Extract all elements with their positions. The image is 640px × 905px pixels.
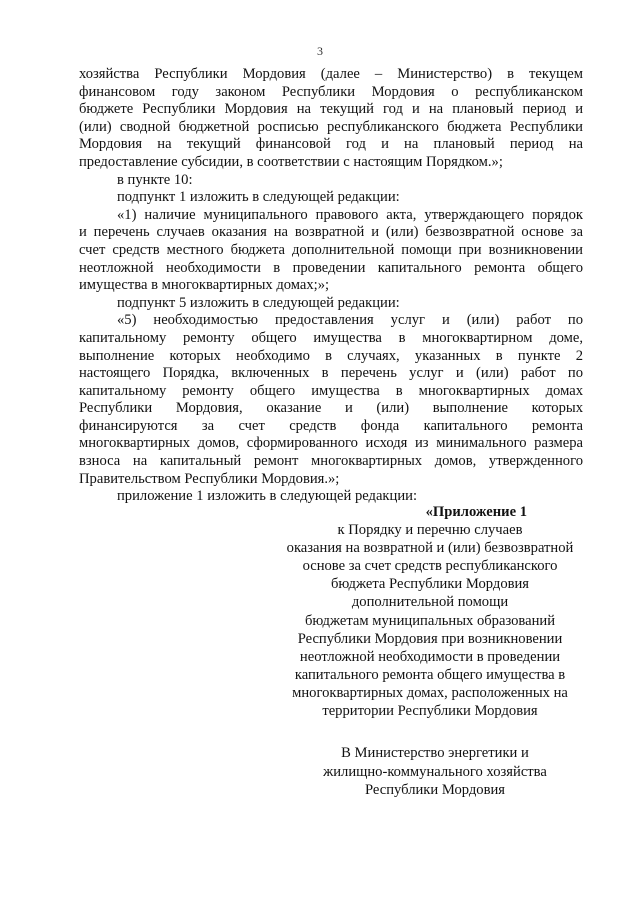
body-line: неотложной необходимости в проведении капитального ремонта общего (79, 259, 583, 276)
body-line: Мордовия на текущий финансовой год и на плановый период на (79, 136, 583, 153)
body-line: Правительством Республики Мордовия.»; (79, 470, 340, 487)
body-line: счет средств местного бюджета дополнительной помощи при возникновении (79, 241, 583, 258)
body-line: настоящего Порядка, включенных в перечень услуг и (или) работ по (79, 365, 583, 382)
body-line: хозяйства Республики Мордовия (далее – Министерство) в текущем (79, 66, 583, 82)
appendix-line: неотложной необходимости в проведении (299, 648, 561, 665)
appendix-line: основе за счет средств республиканского (302, 558, 558, 575)
body-text (79, 66, 583, 506)
recipient-line: В Министерство энергетики и (341, 745, 529, 761)
appendix-line: капитального ремонта общего имущества в (294, 666, 566, 683)
appendix-line: территории Республики Мордовия (322, 703, 538, 720)
appendix-line: бюджета Республики Мордовия (330, 576, 530, 593)
appendix-line: дополнительной помощи (351, 594, 509, 611)
appendix-title: «Приложение 1 (425, 504, 527, 520)
body-line: Республики Мордовия, оказание и (или) выполнение которых (79, 400, 583, 417)
body-line: имущества в многоквартирных домах;»; (79, 277, 330, 294)
body-line: приложение 1 изложить в следующей редакции: (117, 488, 417, 505)
recipient-block (290, 744, 580, 800)
body-line: «5) необходимостью предоставления услуг и (или) работ по (117, 312, 583, 329)
appendix-line: многоквартирных домах, расположенных на (292, 684, 568, 701)
appendix-line: к Порядку и перечню случаев (337, 522, 523, 539)
body-line: подпункт 5 изложить в следующей редакции: (117, 294, 400, 311)
body-line: многоквартирных домов, сформированного исходя из минимального размера (79, 435, 583, 452)
body-line: предоставление субсидии, в соответствии с настоящим Порядком.»; (79, 153, 503, 170)
body-line: взноса на капитальный ремонт многоквартирных домов, утвержденного (79, 453, 583, 470)
appendix-line: бюджетам муниципальных образований (304, 612, 556, 629)
body-line: (или) сводной бюджетной росписью республиканского бюджета Республики (79, 118, 583, 135)
recipient-line: жилищно-коммунального хозяйства (323, 763, 547, 780)
body-line: и перечень случаев оказания на возвратной и (или) безвозвратной основе за (79, 224, 583, 241)
body-line: выполнение которых необходимо в случаях, указанных в пункте 2 (79, 347, 583, 364)
body-line: подпункт 1 изложить в следующей редакции: (117, 189, 400, 206)
recipient-line: Республики Мордовия (364, 782, 505, 798)
body-line: финансовом году законом Республики Мордовия о республиканском (79, 83, 583, 100)
body-line: капитальному ремонту общего имущества в многоквартирном доме, (79, 329, 583, 346)
body-line: бюджете Республики Мордовия на текущий год и на плановый период и (79, 101, 583, 118)
body-line: финансируются за счет средств фонда капитального ремонта (79, 417, 583, 434)
appendix-line: оказания на возвратной и (или) безвозвратной (286, 540, 574, 557)
appendix-line: Республики Мордовия при возникновении (297, 630, 563, 647)
body-line: капитальному ремонту общего имущества в многоквартирных домах (79, 382, 583, 399)
appendix-header (275, 503, 585, 720)
page-number: 3 (317, 44, 323, 58)
body-line: «1) наличие муниципального правового акта, утверждающего порядок (117, 206, 583, 223)
body-line: в пункте 10: (117, 171, 193, 188)
